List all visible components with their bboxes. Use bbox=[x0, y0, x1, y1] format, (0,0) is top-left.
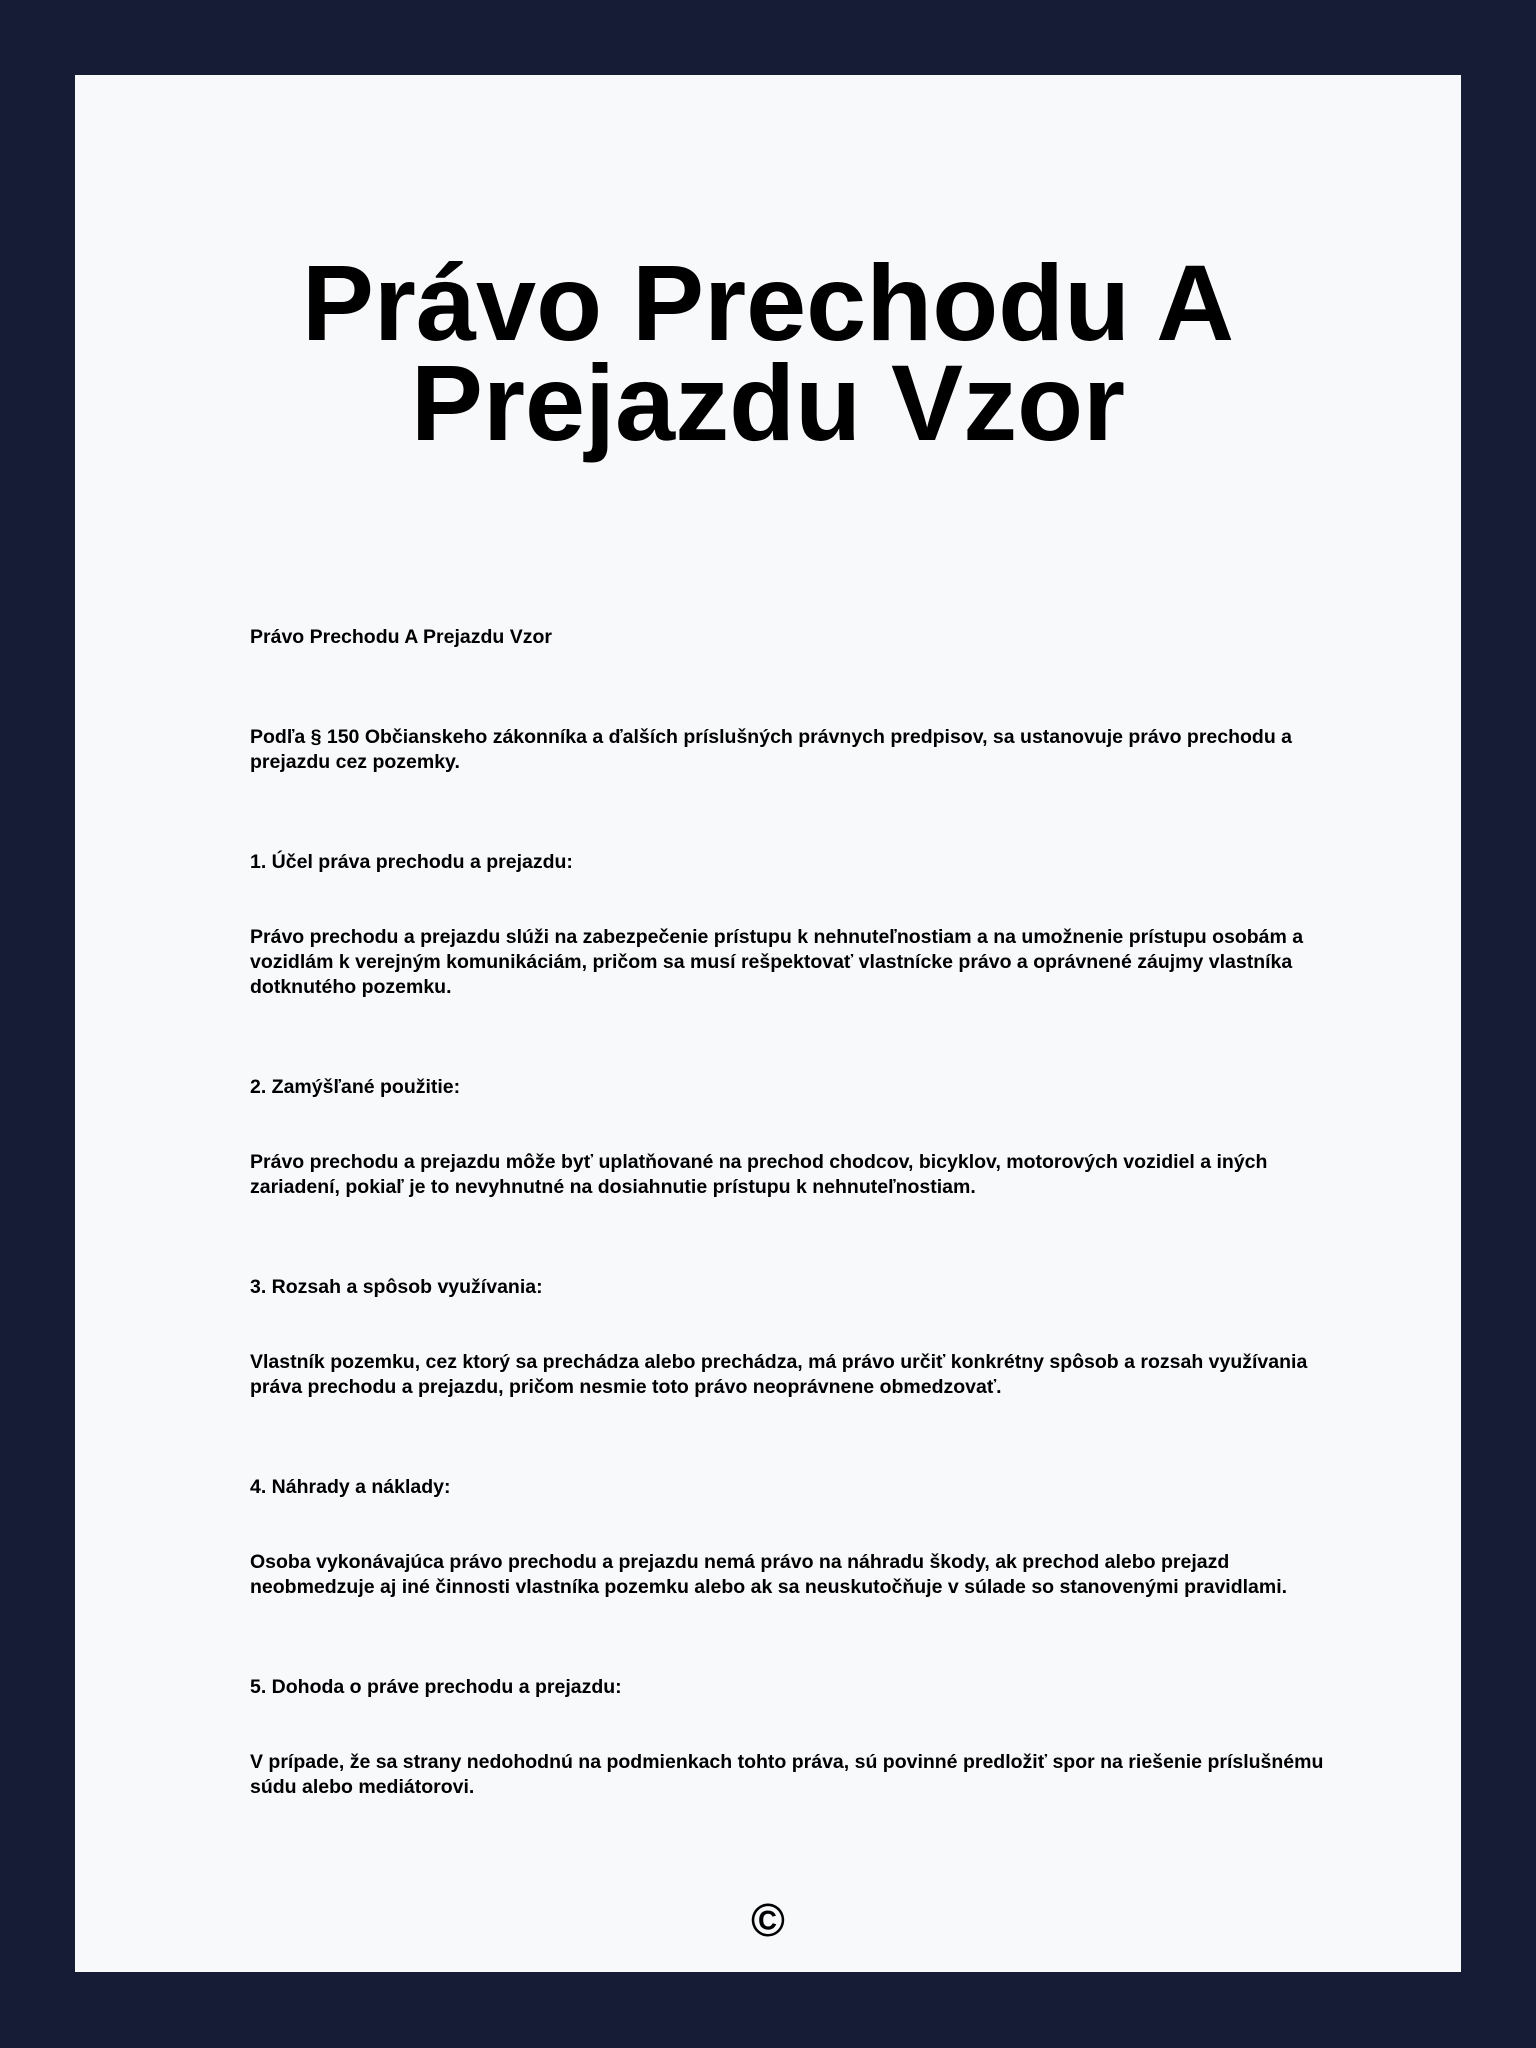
section-heading-5: 5. Dohoda o práve prechodu a prejazdu: bbox=[250, 1676, 622, 1698]
document-body bbox=[250, 550, 1350, 1800]
copyright-icon: © bbox=[751, 1894, 785, 1946]
section-text-4: Osoba vykonávajúca právo prechodu a prejazdu nemá právo na náhradu škody, ak prechod alebo prejazd neobmedzuje aj iné činnosti vlastníka pozemku alebo ak sa neuskutočňuje v súlade so stanovenými pravidlami. bbox=[250, 1551, 1288, 1598]
section-text-1: Právo prechodu a prejazdu slúži na zabezpečenie prístupu k nehnuteľnostiam a na umožnenie prístupu osobám a vozidlám k verejným komunikáciám, pričom sa musí rešpektovať vlastnícke právo a oprávnené záujmy vlastníka dotknutého pozemku. bbox=[250, 926, 1304, 998]
section-text-2: Právo prechodu a prejazdu môže byť uplatňované na prechod chodcov, bicyklov, motorových vozidiel a iných zariadení, pokiaľ je to nevyhnutné na dosiahnutie prístupu k nehnuteľnostiam. bbox=[250, 1151, 1268, 1198]
section-heading-1: 1. Účel práva prechodu a prejazdu: bbox=[250, 851, 573, 873]
paragraph-intro: Podľa § 150 Občianskeho zákonníka a ďalších príslušných právnych predpisov, sa ustanovuje právo prechodu a prejazdu cez pozemky. bbox=[250, 726, 1293, 773]
section-text-3: Vlastník pozemku, cez ktorý sa prechádza alebo prechádza, má právo určiť konkrétny spôsob a rozsah využívania práva prechodu a prejazdu, pričom nesmie toto právo neoprávnene obmedzovať. bbox=[250, 1351, 1308, 1398]
document-title: Právo Prechodu A Prejazdu Vzor bbox=[301, 242, 1235, 463]
document-page bbox=[75, 75, 1461, 1972]
section-heading-2: 2. Zamýšľané použitie: bbox=[250, 1076, 461, 1098]
section-text-5: V prípade, že sa strany nedohodnú na podmienkach tohto práva, sú povinné predložiť spor na riešenie príslušnému súdu alebo mediátorovi. bbox=[250, 1751, 1324, 1798]
section-heading-3: 3. Rozsah a spôsob využívania: bbox=[250, 1276, 543, 1298]
section-heading-4: 4. Náhrady a náklady: bbox=[250, 1476, 451, 1498]
paragraph-heading: Právo Prechodu A Prejazdu Vzor bbox=[250, 626, 552, 648]
